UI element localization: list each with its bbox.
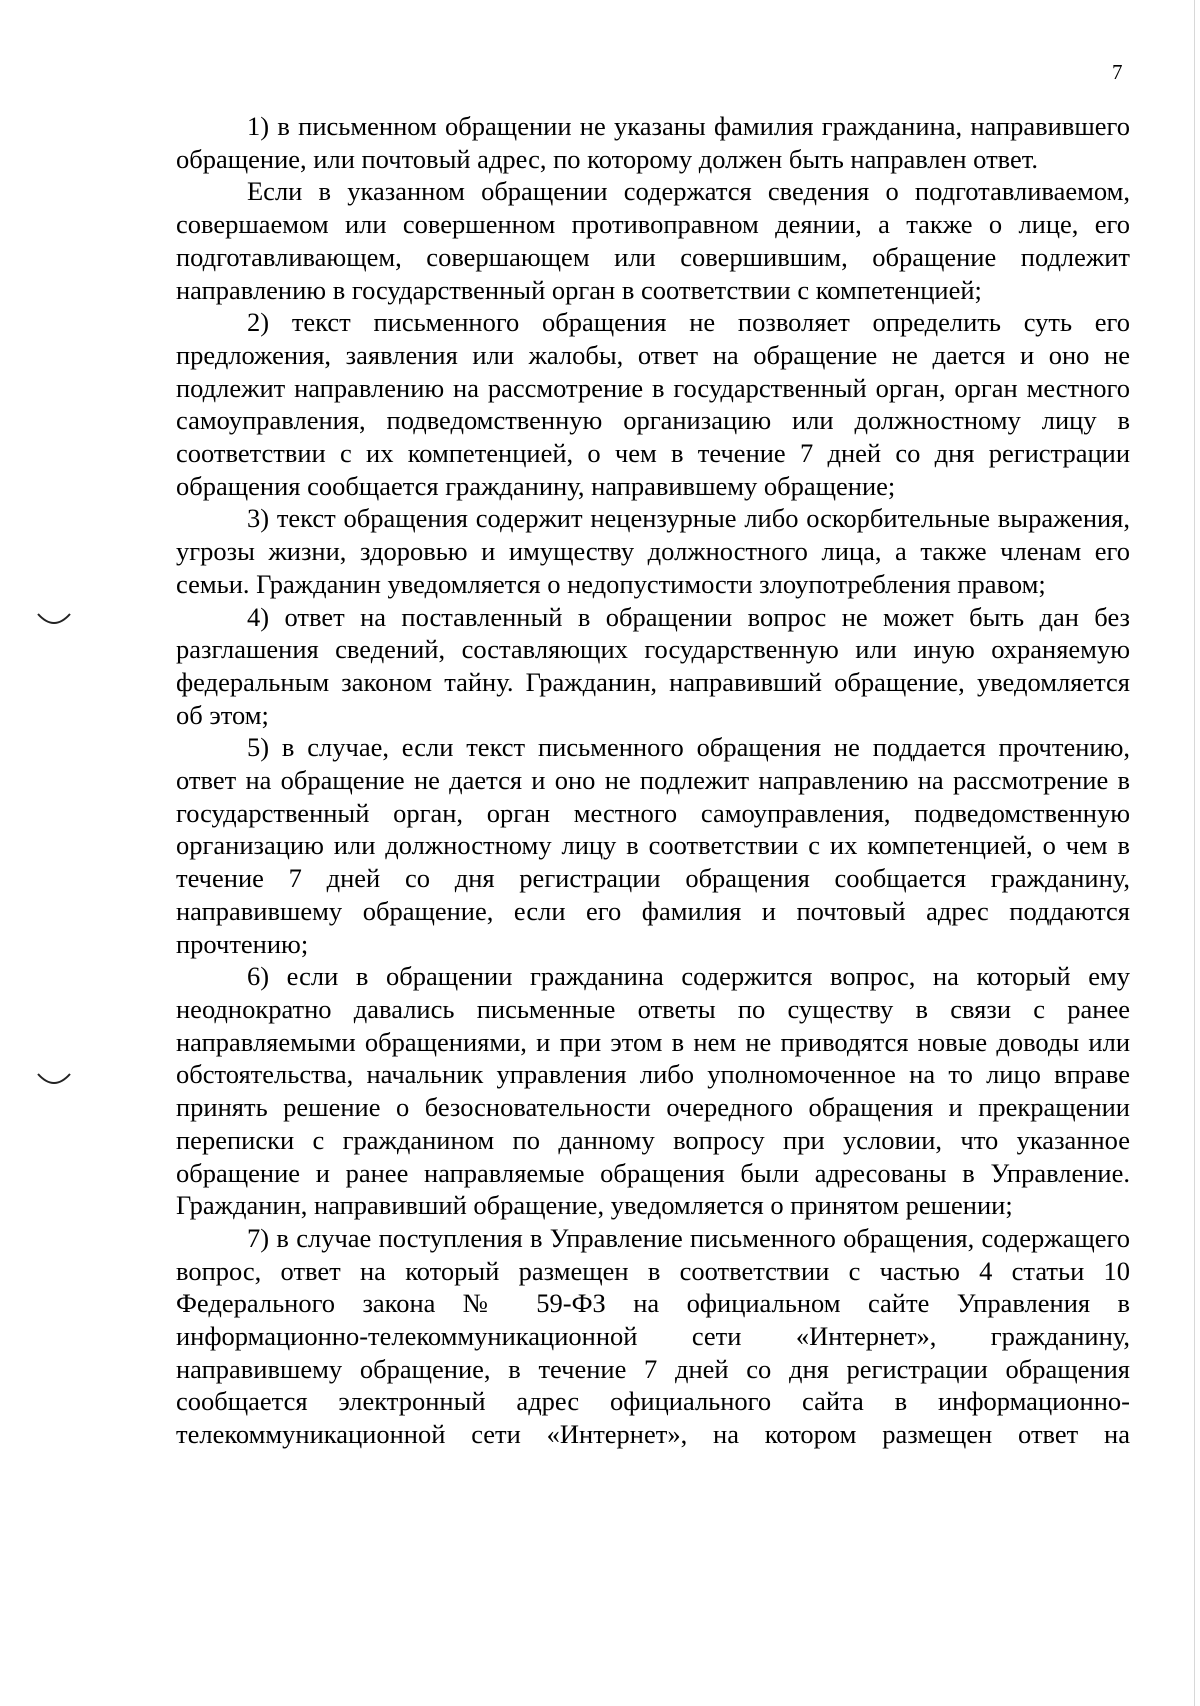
paragraph-item-1: 1) в письменном обращении не указаны фамилия гражданина, направившего обращение, или почтовый адрес, по которому должен быть направлен ответ. [176, 111, 1130, 174]
binder-hole-mark [36, 610, 72, 630]
paragraph-item-5: 5) в случае, если текст письменного обращения не поддается прочтению, ответ на обращение не дается и оно не подлежит направлению на рассмотрение в государственный орган, орган местного самоуправления, подведомственную организацию или должностному лицу в соответствии с их компетенцией, о чем в течение 7 дней со дня регистрации обращения сообщается гражданину, направившему обращение, если его фамилия и почтовый адрес поддаются прочтению; [176, 732, 1130, 959]
paragraph-item-1-note: Если в указанном обращении содержатся сведения о подготавливаемом, совершаемом или совершенном противоправном деянии, а также о лице, его подготавливающем, совершающем или совершившим, обращение подлежит направлению в государственный орган в соответствии с компетенцией; [176, 176, 1130, 305]
document-body [176, 110, 1130, 1451]
paragraph-item-2: 2) текст письменного обращения не позволяет определить суть его предложения, заявления или жалобы, ответ на обращение не дается и оно не подлежит направлению на рассмотрение в государственный орган, орган местного самоуправления, подведомственную организацию или должностному лицу в соответствии с их компетенцией, о чем в течение 7 дней со дня регистрации обращения сообщается гражданину, направившему обращение; [176, 307, 1130, 501]
paragraph-item-3: 3) текст обращения содержит нецензурные либо оскорбительные выражения, угрозы жизни, здоровью и имуществу должностного лица, а также членам его семьи. Гражданин уведомляется о недопустимости злоупотребления правом; [176, 503, 1130, 599]
binder-hole-mark [36, 1070, 72, 1090]
page-edge-line [1194, 0, 1195, 1706]
paragraph-item-7: 7) в случае поступления в Управление письменного обращения, содержащего вопрос, ответ на который размещен в соответствии с частью 4 статьи 10 Федерального закона № 59-ФЗ на официальном сайте Управления в информационно-телекоммуникационной сети «Интернет», гражданину, направившему обращение, в течение 7 дней со дня регистрации обращения сообщается электронный адрес официального сайта в информационно-телекоммуникационной сети «Интернет», на котором размещен ответ на [176, 1222, 1130, 1450]
page-number: 7 [1112, 60, 1123, 84]
paragraph-item-6: 6) если в обращении гражданина содержится вопрос, на который ему неоднократно давались письменные ответы по существу в связи с ранее направляемыми обращениями, и при этом в нем не приводятся новые доводы или обстоятельства, начальник управления либо уполномоченное на то лицо вправе принять решение о безосновательности очередного обращения и прекращении переписки с гражданином по данному вопросу при условии, что указанное обращение и ранее направляемые обращения были адресованы в Управление. Гражданин, направивший обращение, уведомляется о принятом решении; [176, 961, 1130, 1221]
paragraph-item-4: 4) ответ на поставленный в обращении вопрос не может быть дан без разглашения сведений, составляющих государственную или иную охраняемую федеральным законом тайну. Гражданин, направивший обращение, уведомляется об этом; [176, 601, 1130, 730]
